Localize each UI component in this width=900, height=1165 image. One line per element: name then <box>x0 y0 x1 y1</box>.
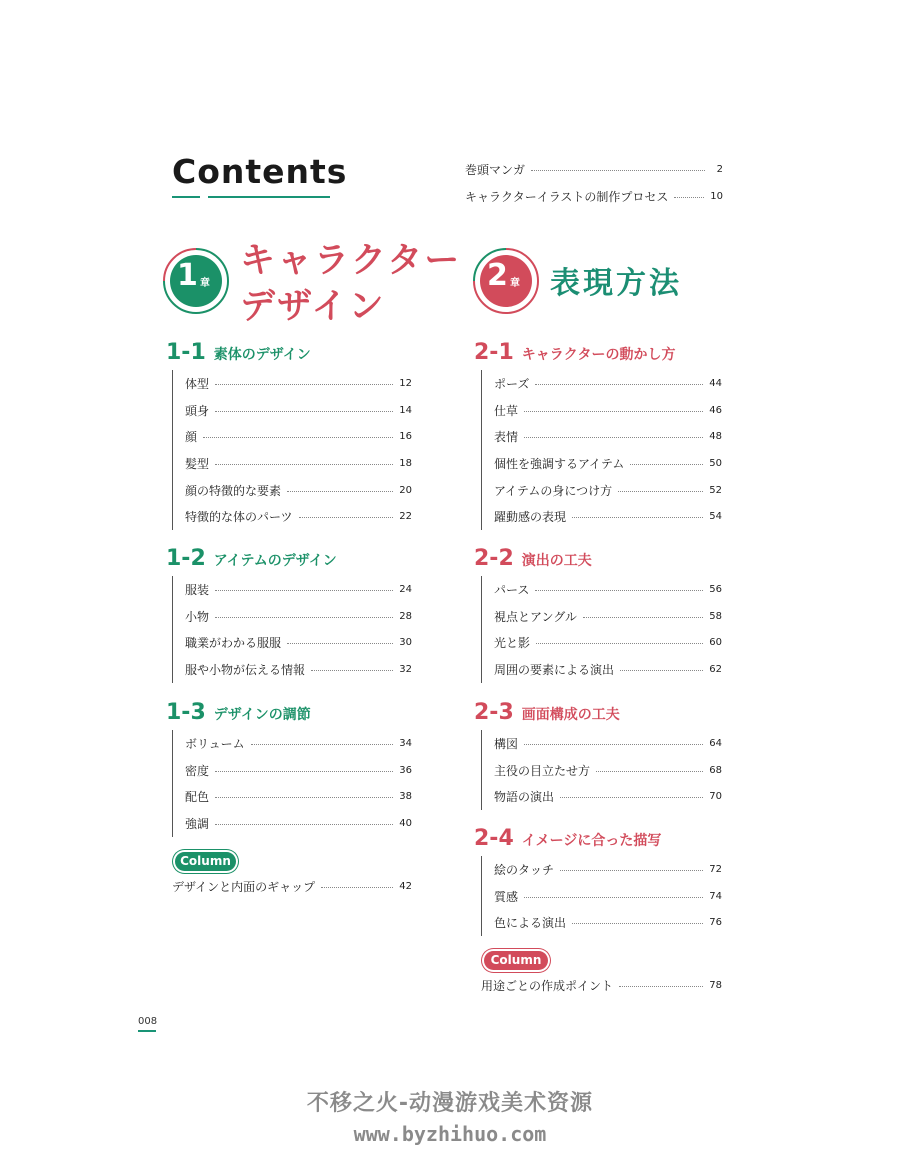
entry-page: 48 <box>709 431 722 443</box>
entry-title: 体型 <box>185 376 210 391</box>
entry-page: 46 <box>709 404 722 416</box>
entry-title: キャラクターイラストの制作プロセス <box>465 189 669 204</box>
entry-title: 頭身 <box>185 403 210 418</box>
section-heading[interactable] <box>166 546 337 571</box>
section-title: アイテムのデザイン <box>213 553 337 569</box>
entry-title: 特徴的な体のパーツ <box>185 510 293 525</box>
section-list <box>481 576 722 683</box>
toc-entry[interactable] <box>494 423 722 450</box>
entry-title: 個性を強調するアイテム <box>494 456 625 471</box>
section-list <box>481 370 722 530</box>
entry-title: 光と影 <box>494 636 531 651</box>
toc-entry[interactable] <box>185 783 412 810</box>
column-entry <box>481 972 722 999</box>
entry-title: パース <box>494 582 530 597</box>
toc-entry[interactable] <box>494 757 722 784</box>
top-entries <box>465 156 723 209</box>
toc-entry[interactable] <box>494 397 722 424</box>
entry-title: 周囲の要素による演出 <box>494 662 615 677</box>
column-badge: Column <box>175 852 236 871</box>
title-underline <box>208 196 330 198</box>
section-title: デザインの調節 <box>213 707 311 723</box>
section-title: キャラクターの動かし方 <box>521 347 676 363</box>
leader-dots <box>596 771 703 772</box>
entry-title: 視点とアングル <box>494 609 577 624</box>
leader-dots <box>287 491 393 492</box>
entry-page: 64 <box>709 737 722 749</box>
entry-title: ポーズ <box>494 376 530 391</box>
entry-page: 76 <box>709 917 722 929</box>
leader-dots <box>215 797 393 798</box>
section-heading[interactable] <box>166 340 311 365</box>
chapter1-badge <box>160 245 232 317</box>
entry-title: 巻頭マンガ <box>465 162 526 177</box>
entry-title: 小物 <box>185 609 210 624</box>
section-number: 2-3 <box>474 700 514 725</box>
title-underline <box>172 196 200 198</box>
entry-title: 用途ごとの作成ポイント <box>481 978 614 993</box>
toc-entry[interactable] <box>185 477 412 504</box>
toc-entry[interactable] <box>185 503 412 530</box>
watermark-text: 不移之火-动漫游戏美术资源 <box>306 1091 594 1116</box>
leader-dots <box>618 491 703 492</box>
leader-dots <box>251 744 394 745</box>
entry-title: 顔 <box>185 430 198 445</box>
entry-page: 52 <box>709 484 722 496</box>
toc-entry[interactable] <box>494 883 722 910</box>
section-title: 素体のデザイン <box>213 347 311 363</box>
entry-page: 2 <box>716 163 723 175</box>
entry-title: 強調 <box>185 816 210 831</box>
entry-title: 絵のタッチ <box>494 862 555 877</box>
page-title: Contents <box>172 152 348 191</box>
entry-title: 髪型 <box>185 456 210 471</box>
entry-title: 構図 <box>494 736 519 751</box>
entry-page: 18 <box>399 457 412 469</box>
leader-dots <box>215 771 393 772</box>
column-entry <box>172 873 412 900</box>
entry-page: 40 <box>399 817 412 829</box>
entry-page: 30 <box>399 637 412 649</box>
entry-page: 24 <box>399 583 412 595</box>
section-title: イメージに合った描写 <box>521 833 662 849</box>
section-title: 演出の工夫 <box>521 553 592 569</box>
leader-dots <box>524 744 703 745</box>
toc-entry[interactable] <box>494 370 722 397</box>
toc-entry[interactable] <box>465 156 723 183</box>
toc-entry[interactable] <box>494 450 722 477</box>
toc-entry[interactable] <box>185 810 412 837</box>
leader-dots <box>524 411 703 412</box>
chapter-title-line: デザイン <box>240 287 386 327</box>
entry-page: 72 <box>709 863 722 875</box>
toc-entry[interactable] <box>494 603 722 630</box>
entry-title: 顔の特徴的な要素 <box>185 483 282 498</box>
leader-dots <box>215 384 393 385</box>
entry-page: 68 <box>709 764 722 776</box>
leader-dots <box>630 464 703 465</box>
entry-title: 配色 <box>185 790 210 805</box>
leader-dots <box>215 411 393 412</box>
toc-entry[interactable] <box>185 603 412 630</box>
entry-title: 職業がわかる服服 <box>185 636 282 651</box>
section-list <box>172 370 412 530</box>
entry-page: 54 <box>709 511 722 523</box>
entry-title: 服や小物が伝える情報 <box>185 662 306 677</box>
leader-dots <box>531 170 705 171</box>
entry-page: 42 <box>399 880 412 892</box>
toc-entry[interactable] <box>494 730 722 757</box>
section-heading[interactable] <box>474 340 675 365</box>
leader-dots <box>215 590 393 591</box>
leader-dots <box>215 824 393 825</box>
toc-entry[interactable] <box>185 450 412 477</box>
chapter2-title: 表現方法 <box>550 266 682 301</box>
entry-page: 38 <box>399 791 412 803</box>
leader-dots <box>299 517 394 518</box>
entry-page: 28 <box>399 610 412 622</box>
chapter2-badge <box>470 245 542 317</box>
watermark-url: www.byzhihuo.com <box>353 1122 547 1146</box>
chapter-suffix: 章 <box>510 278 520 289</box>
chapter-title-line: キャラクター <box>240 241 462 281</box>
entry-page: 44 <box>709 377 722 389</box>
leader-dots <box>560 797 703 798</box>
entry-page: 22 <box>399 511 412 523</box>
page-number: 008 <box>138 1016 158 1027</box>
toc-entry[interactable] <box>172 873 412 900</box>
chapter-number: 2 <box>487 258 508 293</box>
entry-page: 36 <box>399 764 412 776</box>
chapter-number: 1 <box>177 258 198 293</box>
leader-dots <box>560 870 703 871</box>
leader-dots <box>311 670 393 671</box>
leader-dots <box>572 923 703 924</box>
toc-entry[interactable] <box>185 576 412 603</box>
entry-page: 62 <box>709 663 722 675</box>
leader-dots <box>674 197 704 198</box>
entry-page: 10 <box>710 190 723 202</box>
entry-title: デザインと内面のギャップ <box>172 879 316 894</box>
entry-page: 14 <box>399 404 412 416</box>
toc-entry[interactable] <box>185 629 412 656</box>
leader-dots <box>203 437 393 438</box>
entry-title: 密度 <box>185 763 210 778</box>
section-title: 画面構成の工夫 <box>521 707 620 723</box>
entry-title: 仕草 <box>494 403 519 418</box>
section-heading[interactable] <box>474 826 661 851</box>
toc-entry[interactable] <box>494 576 722 603</box>
entry-title: 表情 <box>494 430 519 445</box>
leader-dots <box>215 617 393 618</box>
leader-dots <box>572 517 703 518</box>
toc-entry[interactable] <box>494 909 722 936</box>
leader-dots <box>536 643 703 644</box>
entry-title: アイテムの身につけ方 <box>494 483 613 498</box>
entry-title: 服装 <box>185 582 210 597</box>
chapter-suffix: 章 <box>200 278 210 289</box>
entry-page: 20 <box>399 484 412 496</box>
section-list <box>172 730 412 837</box>
toc-entry[interactable] <box>494 629 722 656</box>
entry-page: 74 <box>709 890 722 902</box>
entry-title: 躍動感の表現 <box>494 510 567 525</box>
entry-page: 70 <box>709 791 722 803</box>
leader-dots <box>524 897 703 898</box>
leader-dots <box>619 986 703 987</box>
entry-title: 物語の演出 <box>494 790 555 805</box>
section-number: 1-2 <box>166 546 206 571</box>
chapter1-title <box>240 238 461 330</box>
entry-title: 主役の目立たせ方 <box>494 763 591 778</box>
toc-entry[interactable] <box>481 972 722 999</box>
entry-page: 58 <box>709 610 722 622</box>
page-number-underline <box>138 1030 156 1032</box>
section-heading[interactable] <box>166 700 311 725</box>
section-number: 2-2 <box>474 546 514 571</box>
leader-dots <box>321 887 393 888</box>
leader-dots <box>524 437 703 438</box>
leader-dots <box>535 590 703 591</box>
entry-page: 12 <box>399 377 412 389</box>
toc-entry[interactable] <box>494 503 722 530</box>
entry-page: 50 <box>709 457 722 469</box>
entry-title: ボリューム <box>185 736 245 751</box>
toc-entry[interactable] <box>494 783 722 810</box>
leader-dots <box>535 384 703 385</box>
section-heading[interactable] <box>474 700 620 725</box>
leader-dots <box>287 643 393 644</box>
entry-page: 60 <box>709 637 722 649</box>
entry-page: 16 <box>399 431 412 443</box>
entry-page: 78 <box>709 979 722 991</box>
section-number: 1-3 <box>166 700 206 725</box>
entry-page: 34 <box>399 737 412 749</box>
section-heading[interactable] <box>474 546 592 571</box>
leader-dots <box>620 670 703 671</box>
section-list <box>481 856 722 936</box>
section-list <box>481 730 722 810</box>
toc-entry[interactable] <box>185 423 412 450</box>
section-number: 1-1 <box>166 340 206 365</box>
toc-entry[interactable] <box>185 730 412 757</box>
toc-entry[interactable] <box>185 656 412 683</box>
toc-entry[interactable] <box>185 370 412 397</box>
column-badge: Column <box>484 951 548 970</box>
leader-dots <box>215 464 393 465</box>
toc-entry[interactable] <box>494 656 722 683</box>
toc-entry[interactable] <box>185 397 412 424</box>
section-list <box>172 576 412 683</box>
entry-page: 32 <box>399 663 412 675</box>
toc-entry[interactable] <box>494 477 722 504</box>
section-number: 2-1 <box>474 340 514 365</box>
entry-title: 色による演出 <box>494 916 567 931</box>
toc-entry[interactable] <box>494 856 722 883</box>
toc-entry[interactable] <box>185 757 412 784</box>
entry-title: 質感 <box>494 889 519 904</box>
section-number: 2-4 <box>474 826 514 851</box>
leader-dots <box>583 617 703 618</box>
entry-page: 56 <box>709 583 722 595</box>
toc-entry[interactable] <box>465 183 723 210</box>
